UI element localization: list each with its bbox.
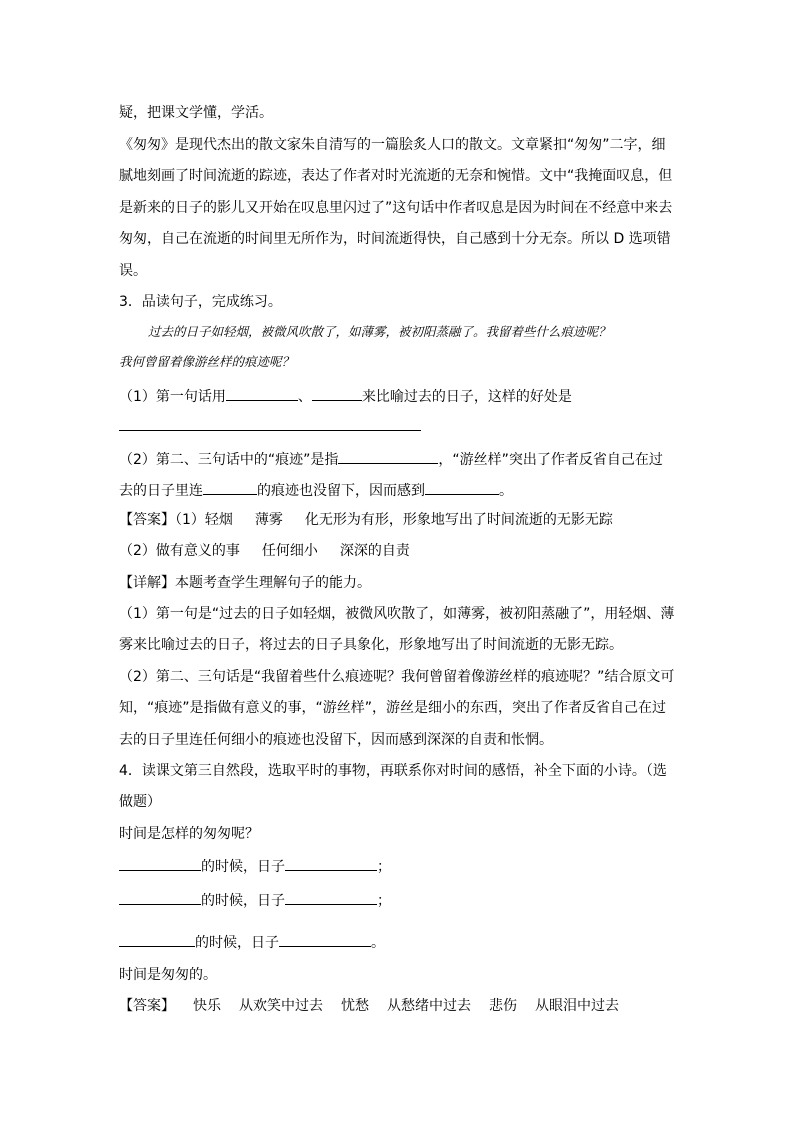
text: 的痕迹也没留下，因而感到 bbox=[257, 483, 425, 499]
text: 任何细小 bbox=[261, 543, 318, 559]
answer-blank[interactable] bbox=[279, 932, 371, 947]
text: （2）第二、三句话中的“痕迹”是指 bbox=[119, 452, 339, 468]
poem-line bbox=[119, 890, 391, 910]
text: 。 bbox=[371, 935, 385, 951]
answer-blank[interactable] bbox=[119, 856, 201, 871]
poem-line bbox=[119, 932, 385, 952]
text: 深深的自责 bbox=[339, 543, 410, 559]
text: 去的日子里连 bbox=[119, 483, 203, 499]
answer-line bbox=[119, 542, 410, 560]
poem-line: 时间是匆匆的。 bbox=[119, 967, 217, 983]
detail-line: （2）第二、三句话是“我留着些什么痕迹呢？我何曾留着像游丝样的痕迹呢？”结合原文可 bbox=[119, 669, 675, 685]
detail-line: 雾来比喻过去的日子，将过去的日子具象化，形象地写出了时间流逝的无影无踪。 bbox=[119, 637, 623, 653]
detail-line bbox=[119, 574, 371, 592]
poem-line: 时间是怎样的匆匆呢？ bbox=[119, 826, 259, 842]
text: （1）第一句话用 bbox=[119, 389, 226, 405]
detail-line: 去的日子里连任何细小的痕迹也没留下，因而感到深深的自责和怅惘。 bbox=[119, 732, 553, 748]
text: 从眼泪中过去 bbox=[535, 998, 619, 1014]
detail-label: 【详解】 bbox=[119, 575, 175, 591]
question-4-title: 4．读课文第三自然段，选取平时的事物，再联系你对时间的感悟，补全下面的小诗。（选 bbox=[119, 763, 667, 779]
answer-line bbox=[119, 511, 613, 529]
answer-blank[interactable] bbox=[285, 856, 377, 871]
quote-line: 过去的日子如轻烟，被微风吹散了，如薄雾，被初阳蒸融了。我留着些什么痕迹呢？ bbox=[148, 324, 611, 339]
text: 的时候，日子 bbox=[195, 935, 279, 951]
answer-label: 【答案】 bbox=[119, 512, 175, 528]
answer-blank[interactable] bbox=[119, 932, 195, 947]
question-3-title: 3．品读句子，完成练习。 bbox=[119, 294, 282, 310]
text: 悲伤 bbox=[489, 998, 517, 1014]
text: 的时候，日子 bbox=[201, 859, 285, 875]
text: 来比喻过去的日子，这样的好处是 bbox=[361, 389, 572, 405]
quote-line: 我何曾留着像游丝样的痕迹呢？ bbox=[119, 354, 295, 369]
answer-blank[interactable] bbox=[119, 890, 201, 905]
text: 快乐 bbox=[193, 998, 221, 1014]
paragraph-line: 腻地刻画了时间流逝的踪迹，表达了作者对时光流逝的无奈和惋惜。文中“我掩面叹息，但 bbox=[119, 168, 673, 184]
answer-blank[interactable] bbox=[226, 386, 298, 401]
text: （1）轻烟 bbox=[175, 512, 233, 528]
text: 薄雾 bbox=[254, 512, 283, 528]
paragraph-line: 匆匆，自己在流逝的时间里无所作为，时间流逝得快，自己感到十分无奈。所以 D 选项错 bbox=[119, 231, 671, 247]
answer-blank[interactable] bbox=[425, 480, 499, 495]
paragraph-line: 《匆匆》是现代杰出的散文家朱自清写的一篇脍炙人口的散文。文章紧扣“匆匆”二字，细 bbox=[119, 137, 666, 153]
sub-question-2-cont bbox=[119, 480, 513, 500]
text: 从欢笑中过去 bbox=[239, 998, 323, 1014]
text: 忧愁 bbox=[341, 998, 369, 1014]
text: 本题考查学生理解句子的能力。 bbox=[175, 575, 371, 591]
answer-blank[interactable] bbox=[338, 449, 438, 464]
detail-line: （1）第一句是“过去的日子如轻烟，被微风吹散了，如薄雾，被初阳蒸融了”，用轻烟、薄 bbox=[119, 606, 675, 622]
paragraph-line: 疑，把课文学懂，学活。 bbox=[119, 105, 273, 121]
paragraph-line: 是新来的日子的影儿又开始在叹息里闪过了”这句话中作者叹息是因为时间在不经意中来去 bbox=[119, 200, 673, 216]
answer-blank[interactable] bbox=[312, 386, 362, 401]
answer-label: 【答案】 bbox=[119, 998, 175, 1014]
answer-blank[interactable] bbox=[203, 480, 257, 495]
question-4-title: 做题） bbox=[119, 794, 161, 810]
sub-question-1 bbox=[119, 386, 572, 406]
paragraph-line: 误。 bbox=[119, 263, 147, 279]
sub-question-2 bbox=[119, 449, 663, 469]
text: 的时候，日子 bbox=[201, 893, 285, 909]
text: 。 bbox=[499, 483, 513, 499]
answer-line bbox=[119, 997, 619, 1015]
text: ； bbox=[377, 859, 391, 875]
answer-blank[interactable] bbox=[285, 890, 377, 905]
text: ； bbox=[377, 893, 391, 909]
text: 化无形为有形，形象地写出了时间流逝的无影无踪 bbox=[304, 512, 613, 528]
sub-question-1-answer-line bbox=[119, 416, 421, 436]
text: 、 bbox=[297, 389, 312, 405]
text: （2）做有意义的事 bbox=[119, 543, 240, 559]
text: 从愁绪中过去 bbox=[387, 998, 471, 1014]
poem-line bbox=[119, 856, 391, 876]
detail-line: 知，“痕迹”是指做有意义的事，“游丝样”，游丝是细小的东西，突出了作者反省自己在过 bbox=[119, 700, 667, 716]
answer-blank[interactable] bbox=[119, 416, 421, 431]
text: ，“游丝样”突出了作者反省自己在过 bbox=[438, 452, 663, 468]
